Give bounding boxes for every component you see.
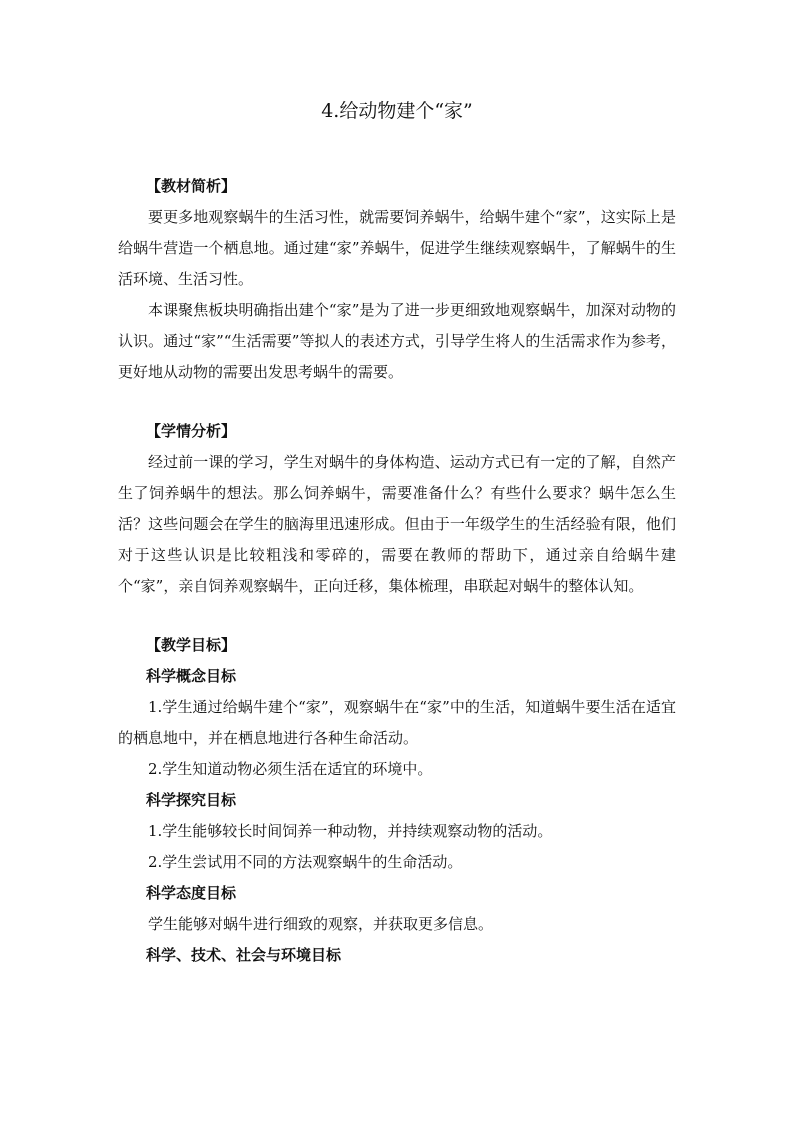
paragraph: 经过前一课的学习，学生对蜗牛的身体构造、运动方式已有一定的了解，自然产生了饲养蜗牛的想法。那么饲养蜗牛，需要准备什么？有些什么要求？蜗牛怎么生活？这些问题会在学生的脑海里迅速形成。但由于一年级学生的生活经验有限，他们对于这些认识是比较粗浅和零碎的，需要在教师的帮助下，通过亲自给蜗牛建个“家”，亲自饲养观察蜗牛，正向迁移，集体梳理，串联起对蜗牛的整体认知。 [118,453,676,595]
section-learner-analysis [118,416,676,602]
subsection-heading: 科学概念目标 [146,667,237,685]
subsection-heading: 科学探究目标 [146,791,237,809]
goal-item: 1.学生能够较长时间饲养一种动物，并持续观察动物的活动。 [148,822,553,840]
paragraph: 要更多地观察蜗牛的生活习性，就需要饲养蜗牛，给蜗牛建个“家”，这实际上是给蜗牛营造一个栖息地。通过建“家”养蜗牛，促进学生继续观察蜗牛，了解蜗牛的生活环境、生活习性。 [118,208,676,288]
paragraph: 本课聚焦板块明确指出建个“家”是为了进一步更细致地观察蜗牛，加深对动物的认识。通过“家”“生活需要”等拟人的表述方式，引导学生将人的生活需求作为参考，更好地从动物的需要出发思考蜗牛的需要。 [118,301,676,381]
section-textbook-analysis [118,171,676,388]
goal-item: 2.学生尝试用不同的方法观察蜗牛的生命活动。 [148,853,463,871]
section-heading: 【教学目标】 [146,636,237,654]
subsection-heading: 科学、技术、社会与环境目标 [146,946,342,964]
goal-item: 2.学生知道动物必须生活在适宜的环境中。 [148,760,433,778]
goal-item: 学生能够对蜗牛进行细致的观察，并获取更多信息。 [148,915,494,933]
document-body [118,171,676,971]
subsection-heading: 科学态度目标 [146,884,237,902]
page-title: 4.给动物建个“家” [321,100,473,122]
section-heading: 【学情分析】 [146,422,237,440]
section-heading: 【教材简析】 [146,177,237,195]
section-teaching-goals [118,630,676,971]
goal-item: 1.学生通过给蜗牛建个“家”，观察蜗牛在“家”中的生活，知道蜗牛要生活在适宜的栖息地中，并在栖息地进行各种生命活动。 [118,698,676,747]
